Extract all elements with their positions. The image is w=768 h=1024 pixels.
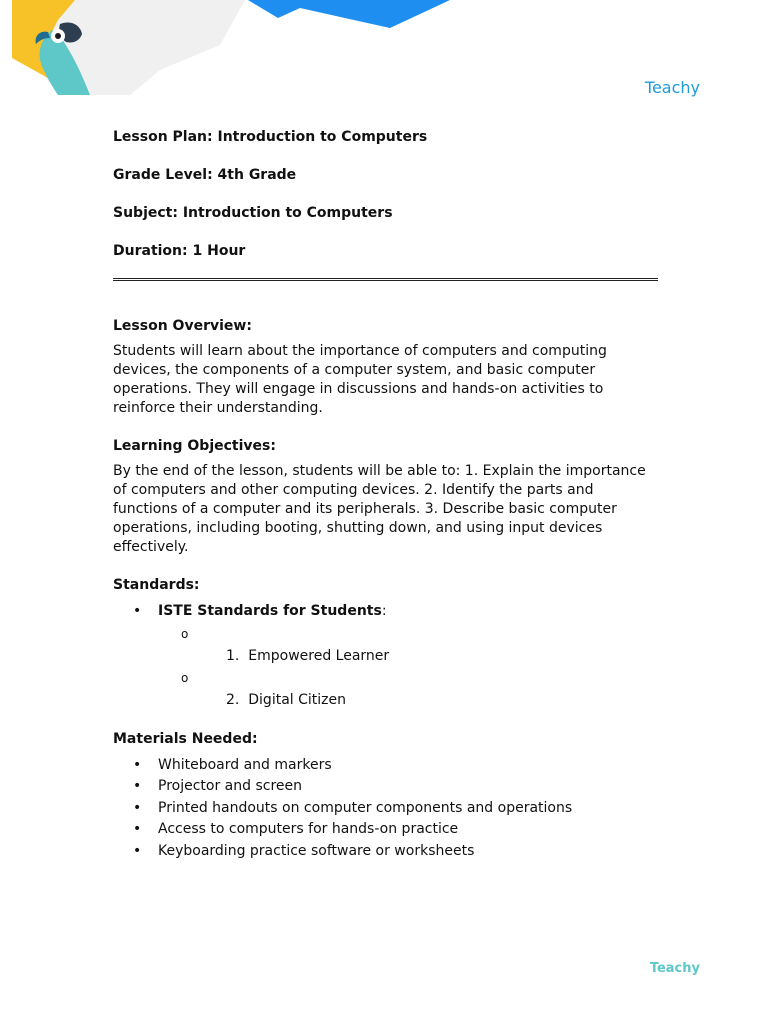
list-item: • Printed handouts on computer components and operations xyxy=(113,798,658,820)
materials-title: Materials Needed: xyxy=(113,730,258,747)
lesson-title: Lesson Plan: Introduction to Computers xyxy=(113,129,428,145)
blue-shape xyxy=(248,0,450,28)
brand-top-label: Teachy xyxy=(644,78,700,97)
sub-bullet-icon: o xyxy=(181,670,189,685)
bullet-icon: • xyxy=(133,799,142,816)
list-item xyxy=(113,645,658,667)
duration: Duration: 1 Hour xyxy=(113,243,246,259)
list-item: • Access to computers for hands-on practice xyxy=(113,819,658,841)
standards-list xyxy=(113,601,658,711)
item-label: Empowered Learner xyxy=(248,647,390,664)
brand-footer-label: Teachy xyxy=(649,961,700,976)
subject: Subject: Introduction to Computers xyxy=(113,205,393,221)
list-item xyxy=(113,601,658,623)
grade-level: Grade Level: 4th Grade xyxy=(113,167,297,183)
divider xyxy=(113,278,658,281)
bullet-icon: • xyxy=(133,821,142,837)
list-item: • Keyboarding practice software or worksheets xyxy=(113,841,658,863)
standard-suffix: : xyxy=(381,603,387,619)
list-item: • Projector and screen xyxy=(113,776,658,798)
overview-title: Lesson Overview: xyxy=(113,318,252,334)
objectives-text: By the end of the lesson, students will be able to: 1. Explain the importance of computers and other computing devices. 2. Identify the parts and functions of a computer and its peripherals. 3. Describe basic computer operations, including booting, shutting down, and using input devices effectively. xyxy=(113,463,646,555)
standards-title: Standards: xyxy=(113,577,200,593)
bullet-icon: • xyxy=(133,603,142,619)
document-body xyxy=(113,128,658,881)
bullet-icon: • xyxy=(133,756,142,773)
item-label: Digital Citizen xyxy=(248,691,346,708)
materials-list xyxy=(113,755,658,863)
item-number: 2. xyxy=(226,691,240,708)
overview-text: Students will learn about the importance of computers and computing devices, the components of a computer system, and basic computer operations. They will engage in discussions and hands-on activities to reinforce their understanding. xyxy=(113,343,607,416)
list-item: • Whiteboard and markers xyxy=(113,755,658,777)
bullet-icon: • xyxy=(133,778,142,794)
bullet-icon: • xyxy=(133,842,142,859)
standard-name: ISTE Standards for Students xyxy=(158,603,382,619)
objectives-title: Learning Objectives: xyxy=(113,438,276,454)
item-number: 1. xyxy=(226,647,240,664)
list-item xyxy=(113,689,658,711)
sub-bullet-icon: o xyxy=(181,626,189,641)
